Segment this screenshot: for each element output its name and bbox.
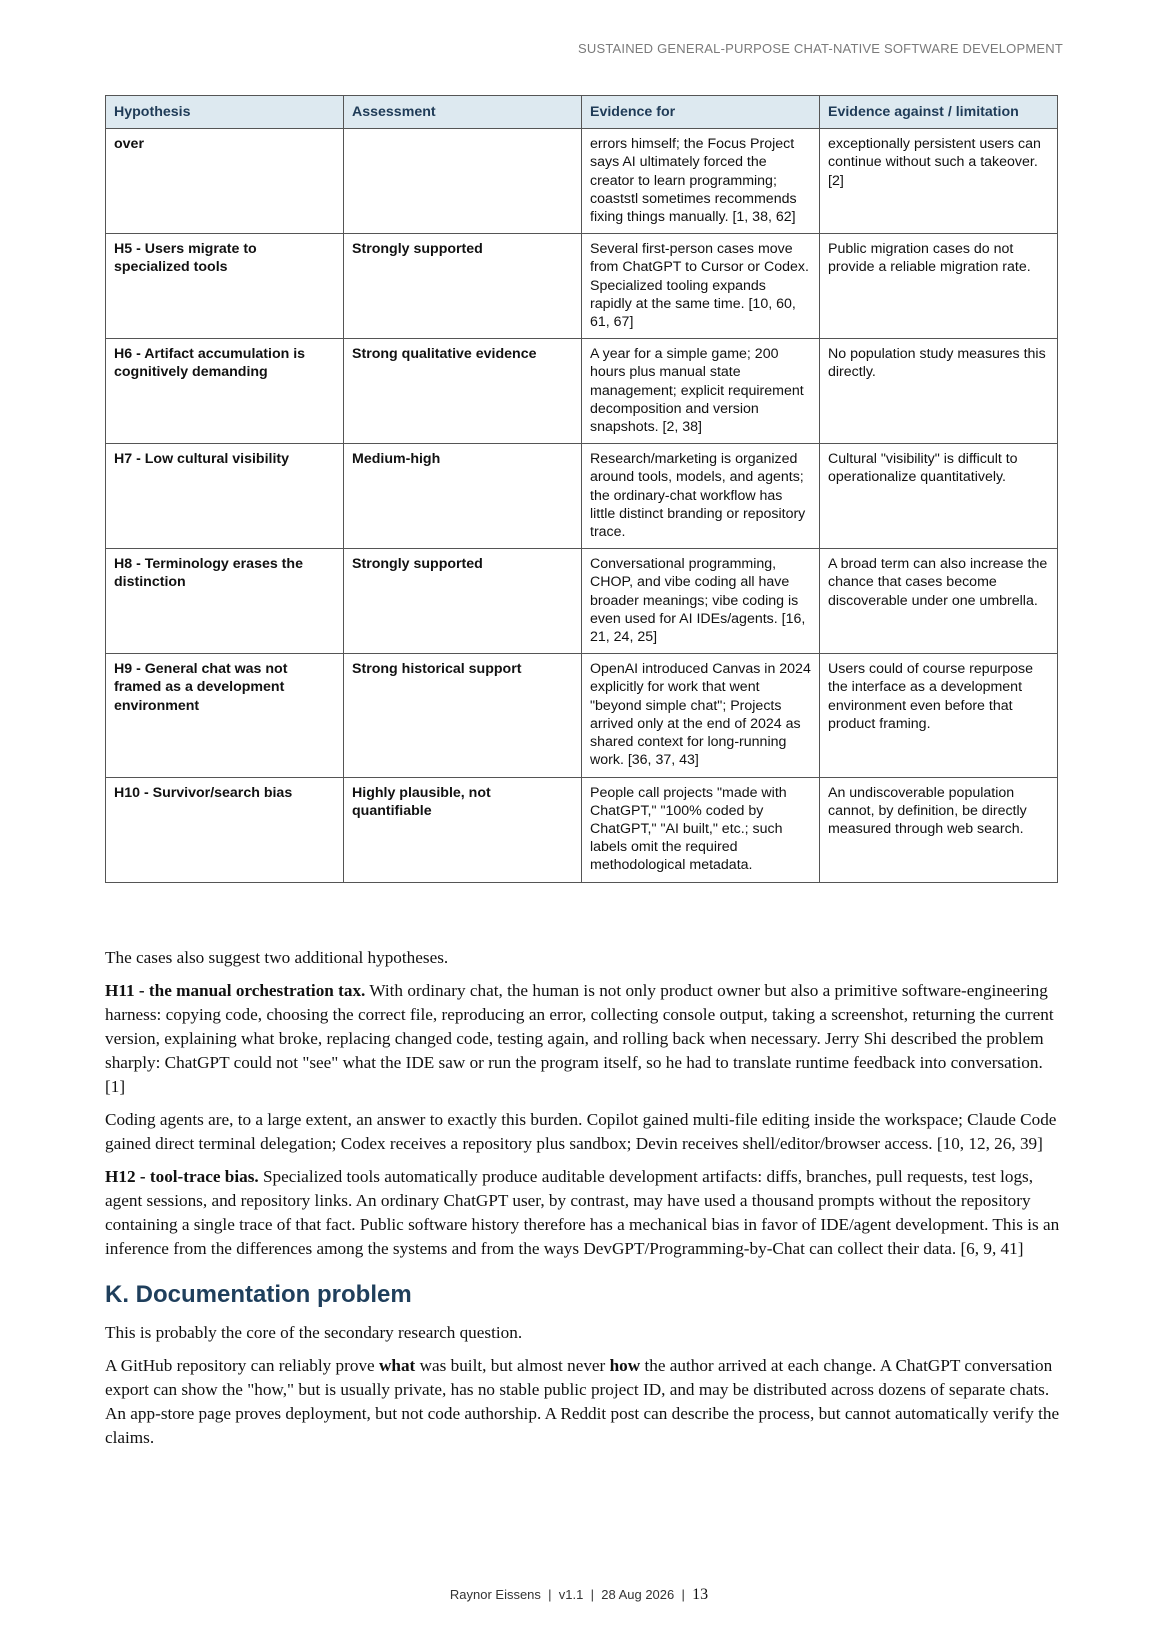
assessment-cell xyxy=(344,129,582,234)
footer-separator: | xyxy=(681,1587,685,1602)
page-footer xyxy=(0,1586,1158,1604)
evidence-for-cell: A year for a simple game; 200 hours plus manual state management; explicit requirement decomposition and version snapshots. [2, 38] xyxy=(582,339,820,444)
body-text xyxy=(105,946,1060,1459)
hypothesis-cell: H10 - Survivor/search bias xyxy=(106,777,344,882)
table-row xyxy=(106,234,1058,339)
assessment-cell: Highly plausible, not quantifiable xyxy=(344,777,582,882)
assessment-cell: Strong historical support xyxy=(344,654,582,777)
paragraph-coding-agents: Coding agents are, to a large extent, an answer to exactly this burden. Copilot gained multi-file editing inside the workspace; Claude Code gained direct terminal delegation; Codex receives a repository plus sandbox; Devin receives shell/editor/browser access. [10, 12, 26, 39] xyxy=(105,1110,1057,1153)
table-row xyxy=(106,777,1058,882)
evidence-for-cell: Research/marketing is organized around tools, models, and agents; the ordinary-chat workflow has little distinct branding or repository trace. xyxy=(582,444,820,549)
table-row xyxy=(106,549,1058,654)
paragraph-k-main xyxy=(105,1354,1060,1450)
evidence-against-cell: Cultural "visibility" is difficult to operationalize quantitatively. xyxy=(820,444,1058,549)
footer-version: v1.1 xyxy=(558,1587,584,1602)
evidence-for-cell: Several first-person cases move from ChatGPT to Cursor or Codex. Specialized tooling expands rapidly at the same time. [10, 60, 61, 67] xyxy=(582,234,820,339)
column-header-assessment: Assessment xyxy=(344,96,582,129)
column-header-hypothesis: Hypothesis xyxy=(106,96,344,129)
paragraph-intro: The cases also suggest two additional hypotheses. xyxy=(105,948,449,967)
hypothesis-cell: H7 - Low cultural visibility xyxy=(106,444,344,549)
evidence-for-cell: Conversational programming, CHOP, and vibe coding all have broader meanings; vibe coding is even used for AI IDEs/agents. [16, 21, 24, 25] xyxy=(582,549,820,654)
k-text-3: the author arrived at each change. A ChatGPT conversation export can show the "how," but is usually private, has no stable public project ID, and may be distributed across dozens of separate chats. An app-store page proves deployment, but not code authorship. A Reddit post can describe the process, but cannot automatically verify the claims. xyxy=(105,1356,1060,1447)
h11-text: With ordinary chat, the human is not only product owner but also a primitive software-engineering harness: copying code, choosing the correct file, reproducing an error, collecting console output, taking a screenshot, returning the current version, explaining what broke, replacing changed code, testing again, and rolling back when necessary. Jerry Shi described the problem sharply: ChatGPT could not "see" what the IDE saw or run the program itself, so he had to translate runtime feedback into conversation. [1] xyxy=(105,981,1054,1096)
footer-separator: | xyxy=(548,1587,552,1602)
table-row xyxy=(106,444,1058,549)
k-text-2: was built, but almost never xyxy=(415,1356,610,1375)
hypothesis-cell: H6 - Artifact accumulation is cognitively demanding xyxy=(106,339,344,444)
evidence-against-cell: exceptionally persistent users can continue without such a takeover. [2] xyxy=(820,129,1058,234)
evidence-for-cell: People call projects "made with ChatGPT," "100% coded by ChatGPT," "AI built," etc.; such labels omit the required methodological metadata. xyxy=(582,777,820,882)
section-heading: K. Documentation problem xyxy=(105,1281,412,1308)
column-header-evidence-against: Evidence against / limitation xyxy=(820,96,1058,129)
k-text-1: A GitHub repository can reliably prove xyxy=(105,1356,379,1375)
table-row xyxy=(106,339,1058,444)
evidence-against-cell: No population study measures this directly. xyxy=(820,339,1058,444)
hypothesis-cell: H5 - Users migrate to specialized tools xyxy=(106,234,344,339)
paragraph-h12 xyxy=(105,1165,1060,1261)
assessment-cell: Strongly supported xyxy=(344,234,582,339)
hypothesis-cell: over xyxy=(106,129,344,234)
footer-separator: | xyxy=(590,1587,594,1602)
h12-lead: H12 - tool-trace bias. xyxy=(105,1167,259,1186)
evidence-against-cell: A broad term can also increase the chance that cases become discoverable under one umbrella. xyxy=(820,549,1058,654)
evidence-against-cell: An undiscoverable population cannot, by definition, be directly measured through web search. xyxy=(820,777,1058,882)
paragraph-k-intro: This is probably the core of the secondary research question. xyxy=(105,1323,523,1342)
hypothesis-cell: H9 - General chat was not framed as a development environment xyxy=(106,654,344,777)
hypotheses-table xyxy=(105,95,1058,883)
paragraph-h11 xyxy=(105,979,1060,1099)
footer-author: Raynor Eissens xyxy=(449,1587,541,1602)
hypothesis-cell: H8 - Terminology erases the distinction xyxy=(106,549,344,654)
h11-lead: H11 - the manual orchestration tax. xyxy=(105,981,366,1000)
table-header-row xyxy=(106,96,1058,129)
assessment-cell: Strongly supported xyxy=(344,549,582,654)
table-row xyxy=(106,129,1058,234)
column-header-evidence-for: Evidence for xyxy=(582,96,820,129)
running-header: SUSTAINED GENERAL-PURPOSE CHAT-NATIVE SOFTWARE DEVELOPMENT xyxy=(578,41,1063,56)
page-number: 13 xyxy=(692,1586,709,1603)
footer-date: 28 Aug 2026 xyxy=(601,1587,675,1602)
evidence-for-cell: OpenAI introduced Canvas in 2024 explicitly for work that went "beyond simple chat"; Projects arrived only at the end of 2024 as shared context for long-running work. [36, 37, 43] xyxy=(582,654,820,777)
evidence-for-cell: errors himself; the Focus Project says AI ultimately forced the creator to learn programming; coaststl sometimes recommends fixing things manually. [1, 38, 62] xyxy=(582,129,820,234)
h12-text: Specialized tools automatically produce auditable development artifacts: diffs, branches, pull requests, test logs, agent sessions, and repository links. An ordinary ChatGPT user, by contrast, may have used a thousand prompts without the repository containing a single trace of that fact. Public software history therefore has a mechanical bias in favor of IDE/agent development. This is an inference from the differences among the systems and from the ways DevGPT/Programming-by-Chat can collect their data. [6, 9, 41] xyxy=(105,1167,1060,1258)
evidence-against-cell: Users could of course repurpose the interface as a development environment even before that product framing. xyxy=(820,654,1058,777)
assessment-cell: Strong qualitative evidence xyxy=(344,339,582,444)
table-row xyxy=(106,654,1058,777)
k-emphasis-what: what xyxy=(378,1356,416,1375)
evidence-against-cell: Public migration cases do not provide a reliable migration rate. xyxy=(820,234,1058,339)
assessment-cell: Medium-high xyxy=(344,444,582,549)
k-emphasis-how: how xyxy=(609,1356,641,1375)
